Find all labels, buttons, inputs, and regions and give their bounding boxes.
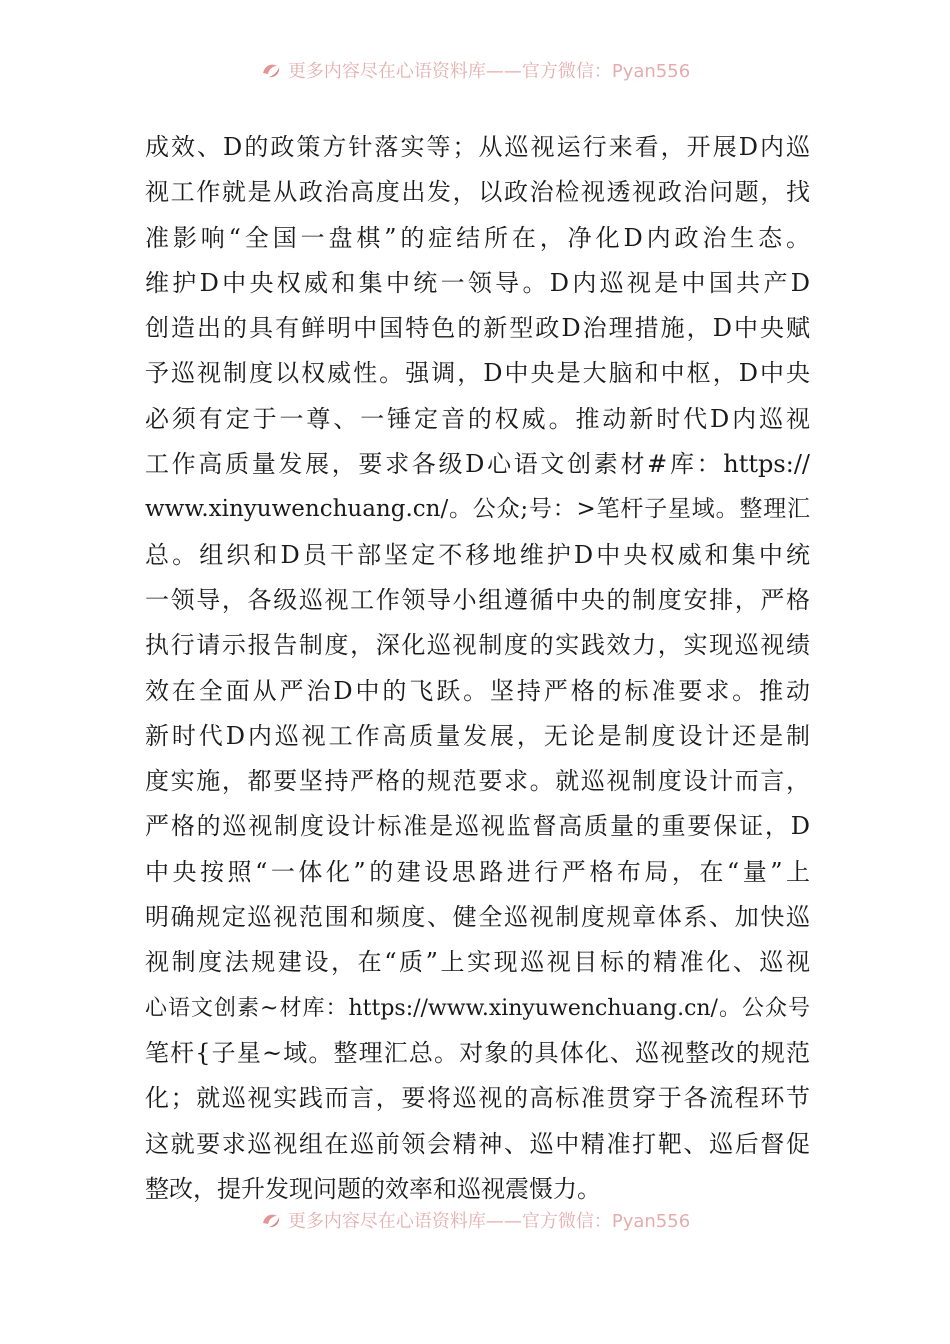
body-text-line: 心语文创素~材库：https://www.xinyuwenchuang.cn/。公众号 xyxy=(145,995,810,1021)
body-text-line: 视制度法规建设，在“质”上实现巡视目标的精准化、巡视 xyxy=(145,948,810,977)
body-text-line: 笔杆{子星~域。整理汇总。对象的具体化、巡视整改的规范 xyxy=(145,1038,810,1067)
body-text-line: 维护D中央权威和集中统一领导。D内巡视是中国共产D xyxy=(145,268,810,297)
body-text-line: 准影响“全国一盘棋”的症结所在，净化D内政治生态。 xyxy=(145,223,810,252)
document-body xyxy=(145,125,810,1212)
footer-watermark xyxy=(0,1205,950,1235)
body-text-line: 一领导，各级巡视工作领导小组遵循中央的制度安排，严格 xyxy=(145,585,810,614)
body-text-line: 新时代D内巡视工作高质量发展，无论是制度设计还是制 xyxy=(145,721,810,750)
body-text-line: 化；就巡视实践而言，要将巡视的高标准贯穿于各流程环节 xyxy=(145,1084,810,1113)
body-text-line: 工作高质量发展，要求各级D心语文创素材#库：https:// xyxy=(145,450,810,479)
body-text-line: 视工作就是从政治高度出发，以政治检视透视政治问题，找 xyxy=(145,178,810,207)
body-text-line: 予巡视制度以权威性。强调，D中央是大脑和中枢，D中央 xyxy=(145,359,810,388)
body-text-line: www.xinyuwenchuang.cn/。公众;号：>笔杆子星域。整理汇 xyxy=(145,496,810,523)
watermark-text: 更多内容尽在心语资料库——官方微信：Pyan556 xyxy=(287,61,691,82)
body-text-line: 明确规定巡视范围和频度、健全巡视制度规章体系、加快巡 xyxy=(145,903,810,932)
body-text-line: 效在全面从严治D中的飞跃。坚持严格的标准要求。推动 xyxy=(145,676,810,705)
body-text-line: 执行请示报告制度，深化巡视制度的实践效力，实现巡视绩 xyxy=(145,631,810,660)
body-text-line: 成效、D的政策方针落实等；从巡视运行来看，开展D内巡 xyxy=(145,133,810,161)
watermark-text: 更多内容尽在心语资料库——官方微信：Pyan556 xyxy=(287,1211,691,1232)
body-text-line: 这就要求巡视组在巡前领会精神、巡中精准打靶、巡后督促 xyxy=(145,1129,810,1158)
header-watermark xyxy=(0,55,950,85)
body-text-line: 严格的巡视制度设计标准是巡视监督高质量的重要保证，D xyxy=(145,812,810,841)
body-text-line: 整改，提升发现问题的效率和巡视震慑力。 xyxy=(145,1174,601,1203)
body-text-line: 总。组织和D员干部坚定不移地维护D中央权威和集中统 xyxy=(145,540,810,569)
watermark-logo-icon xyxy=(260,59,282,81)
body-text-line: 创造出的具有鲜明中国特色的新型政D治理措施，D中央赋 xyxy=(145,314,810,343)
body-text-line: 中央按照“一体化”的建设思路进行严格布局，在“量”上 xyxy=(145,857,810,886)
body-text-line: 度实施，都要坚持严格的规范要求。就巡视制度设计而言， xyxy=(145,767,810,796)
body-text-line: 必须有定于一尊、一锤定音的权威。推动新时代D内巡视 xyxy=(145,404,810,433)
watermark-logo-icon xyxy=(260,1209,282,1231)
